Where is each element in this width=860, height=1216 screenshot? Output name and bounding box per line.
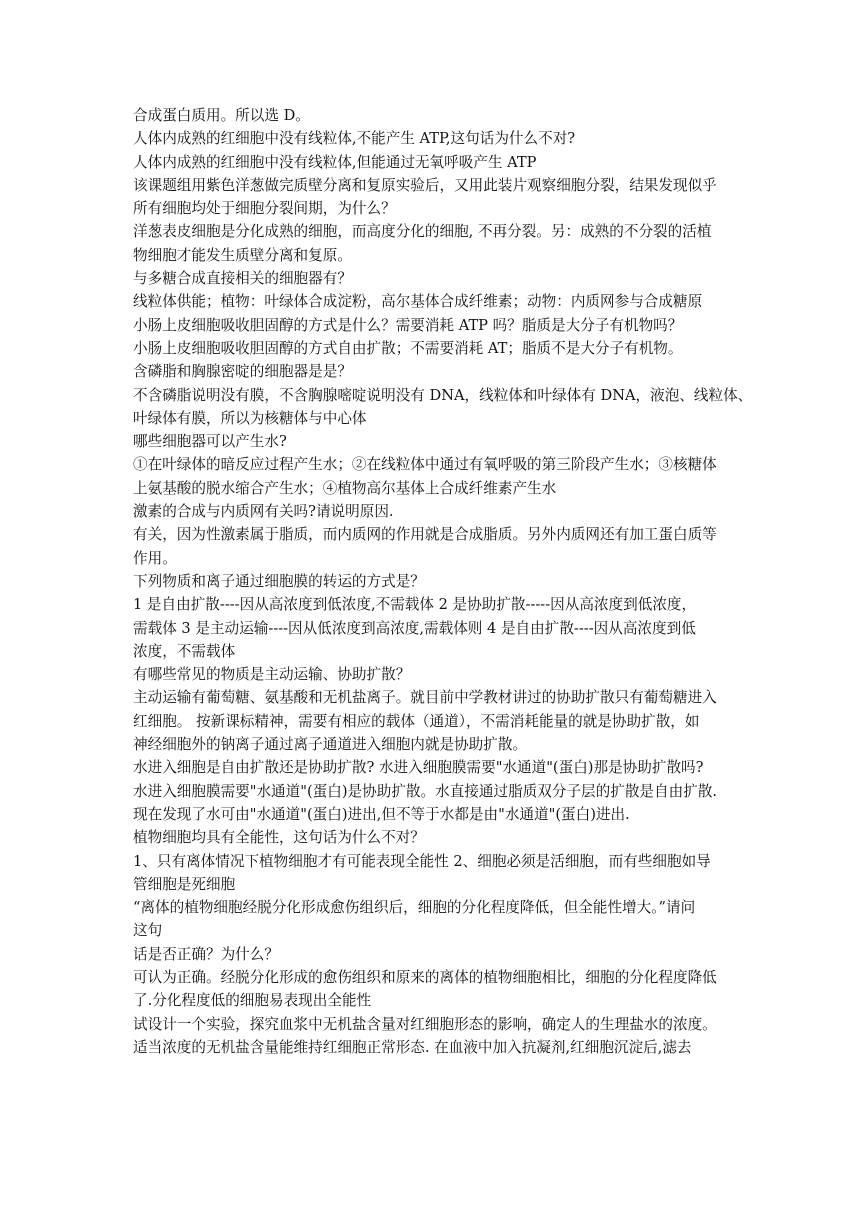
text-line: 有关，因为性激素属于脂质，而内质网的作用就是合成脂质。另外内质网还有加工蛋白质等 [133,526,717,544]
text-line: “离体的植物细胞经脱分化形成愈伤组织后，细胞的分化程度降低，但全能性增大。”请问 [133,899,696,917]
text-line: 适当浓度的无机盐含量能维持红细胞正常形态. 在血液中加入抗凝剂,红细胞沉淀后,滤去 [133,1038,692,1056]
text-line: 叶绿体有膜，所以为核糖体与中心体 [133,409,367,427]
text-line: 人体内成熟的红细胞中没有线粒体,不能产生 ATP,这句话为什么不对? [133,130,576,148]
text-line: 上氨基酸的脱水缩合产生水；④植物高尔基体上合成纤维素产生水 [133,479,557,497]
text-line: 植物细胞均具有全能性，这句话为什么不对？ [133,829,425,847]
text-line: 小肠上皮细胞吸收胆固醇的方式是什么？需要消耗 ATP 吗？脂质是大分子有机物吗？ [133,316,683,334]
text-line: 合成蛋白质用。所以选 D。 [133,107,310,124]
text-line: 神经细胞外的钠离子通过离子通道进入细胞内就是协助扩散。 [133,736,528,754]
text-line: 1、只有离体情况下植物细胞才有可能表现全能性 2、细胞必须是活细胞，而有些细胞如导 [133,852,711,870]
text-line: 现在发现了水可由"水通道"(蛋白)进出,但不等于水都是由"水通道"(蛋白)进出. [133,805,630,823]
text-line: 与多糖合成直接相关的细胞器有？ [133,270,352,288]
text-line: 试设计一个实验，探究血浆中无机盐含量对红细胞形态的影响，确定人的生理盐水的浓度。 [133,1015,717,1033]
text-line: 哪些细胞器可以产生水? [133,433,287,451]
text-line: 洋葱表皮细胞是分化成熟的细胞，而高度分化的细胞, 不再分裂。另：成熟的不分裂的活植 [133,223,712,241]
text-line: 这句 [133,922,163,940]
text-line: 红细胞。 按新课标精神，需要有相应的载体（通道），不需消耗能量的就是协助扩散，如 [133,712,700,730]
text-line: 激素的合成与内质网有关吗?请说明原因. [133,503,394,521]
text-line: 该课题组用紫色洋葱做完质壁分离和复原实验后，又用此装片观察细胞分裂，结果发现似乎 [133,176,717,194]
text-line: 下列物质和离子通过细胞膜的转运的方式是？ [133,572,425,590]
text-line: 物细胞才能发生质壁分离和复原。 [133,246,352,264]
text-line: 需载体 3 是主动运输----因从低浓度到高浓度,需载体则 4 是自由扩散----因从高浓度到低 [133,619,696,637]
text-line: 不含磷脂说明没有膜，不含胸腺嘧啶说明没有 DNA，线粒体和叶绿体有 DNA，液泡、线粒体、 [133,386,753,404]
text-line: ①在叶绿体的暗反应过程产生水；②在线粒体中通过有氧呼吸的第三阶段产生水；③核糖体 [133,456,717,474]
text-line: 人体内成熟的红细胞中没有线粒体,但能通过无氧呼吸产生 ATP [133,153,537,171]
text-line: 了.分化程度低的细胞易表现出全能性 [133,992,372,1010]
text-line: 所有细胞均处于细胞分裂间期，为什么？ [133,200,396,218]
text-line: 话是否正确？为什么？ [133,945,279,963]
text-line: 管细胞是死细胞 [133,875,236,893]
text-line: 浓度，不需载体 [133,642,236,660]
text-line: 有哪些常见的物质是主动运输、协助扩散？ [133,666,411,684]
text-line: 水进入细胞是自由扩散还是协助扩散? 水进入细胞膜需要"水通道"(蛋白)那是协助扩散吗? [133,759,704,777]
text-line: 含磷脂和胸腺密啶的细胞器是是？ [133,363,352,381]
text-line: 小肠上皮细胞吸收胆固醇的方式自由扩散；不需要消耗 AT；脂质不是大分子有机物。 [133,339,683,357]
text-line: 线粒体供能；植物：叶绿体合成淀粉，高尔基体合成纤维素；动物：内质网参与合成糖原 [133,293,703,311]
text-line: 水进入细胞膜需要"水通道"(蛋白)是协助扩散。水直接通过脂质双分子层的扩散是自由扩散. [133,782,718,800]
document-body [133,104,753,1059]
text-line: 主动运输有葡萄糖、氨基酸和无机盐离子。就目前中学教材讲过的协助扩散只有葡萄糖进入 [133,689,717,707]
text-line: 可认为正确。经脱分化形成的愈伤组织和原来的离体的植物细胞相比，细胞的分化程度降低 [133,968,717,986]
text-line: 作用。 [133,549,177,567]
text-line: 1 是自由扩散----因从高浓度到低浓度,不需载体 2 是协助扩散-----因从高浓度到低浓度， [133,596,697,614]
